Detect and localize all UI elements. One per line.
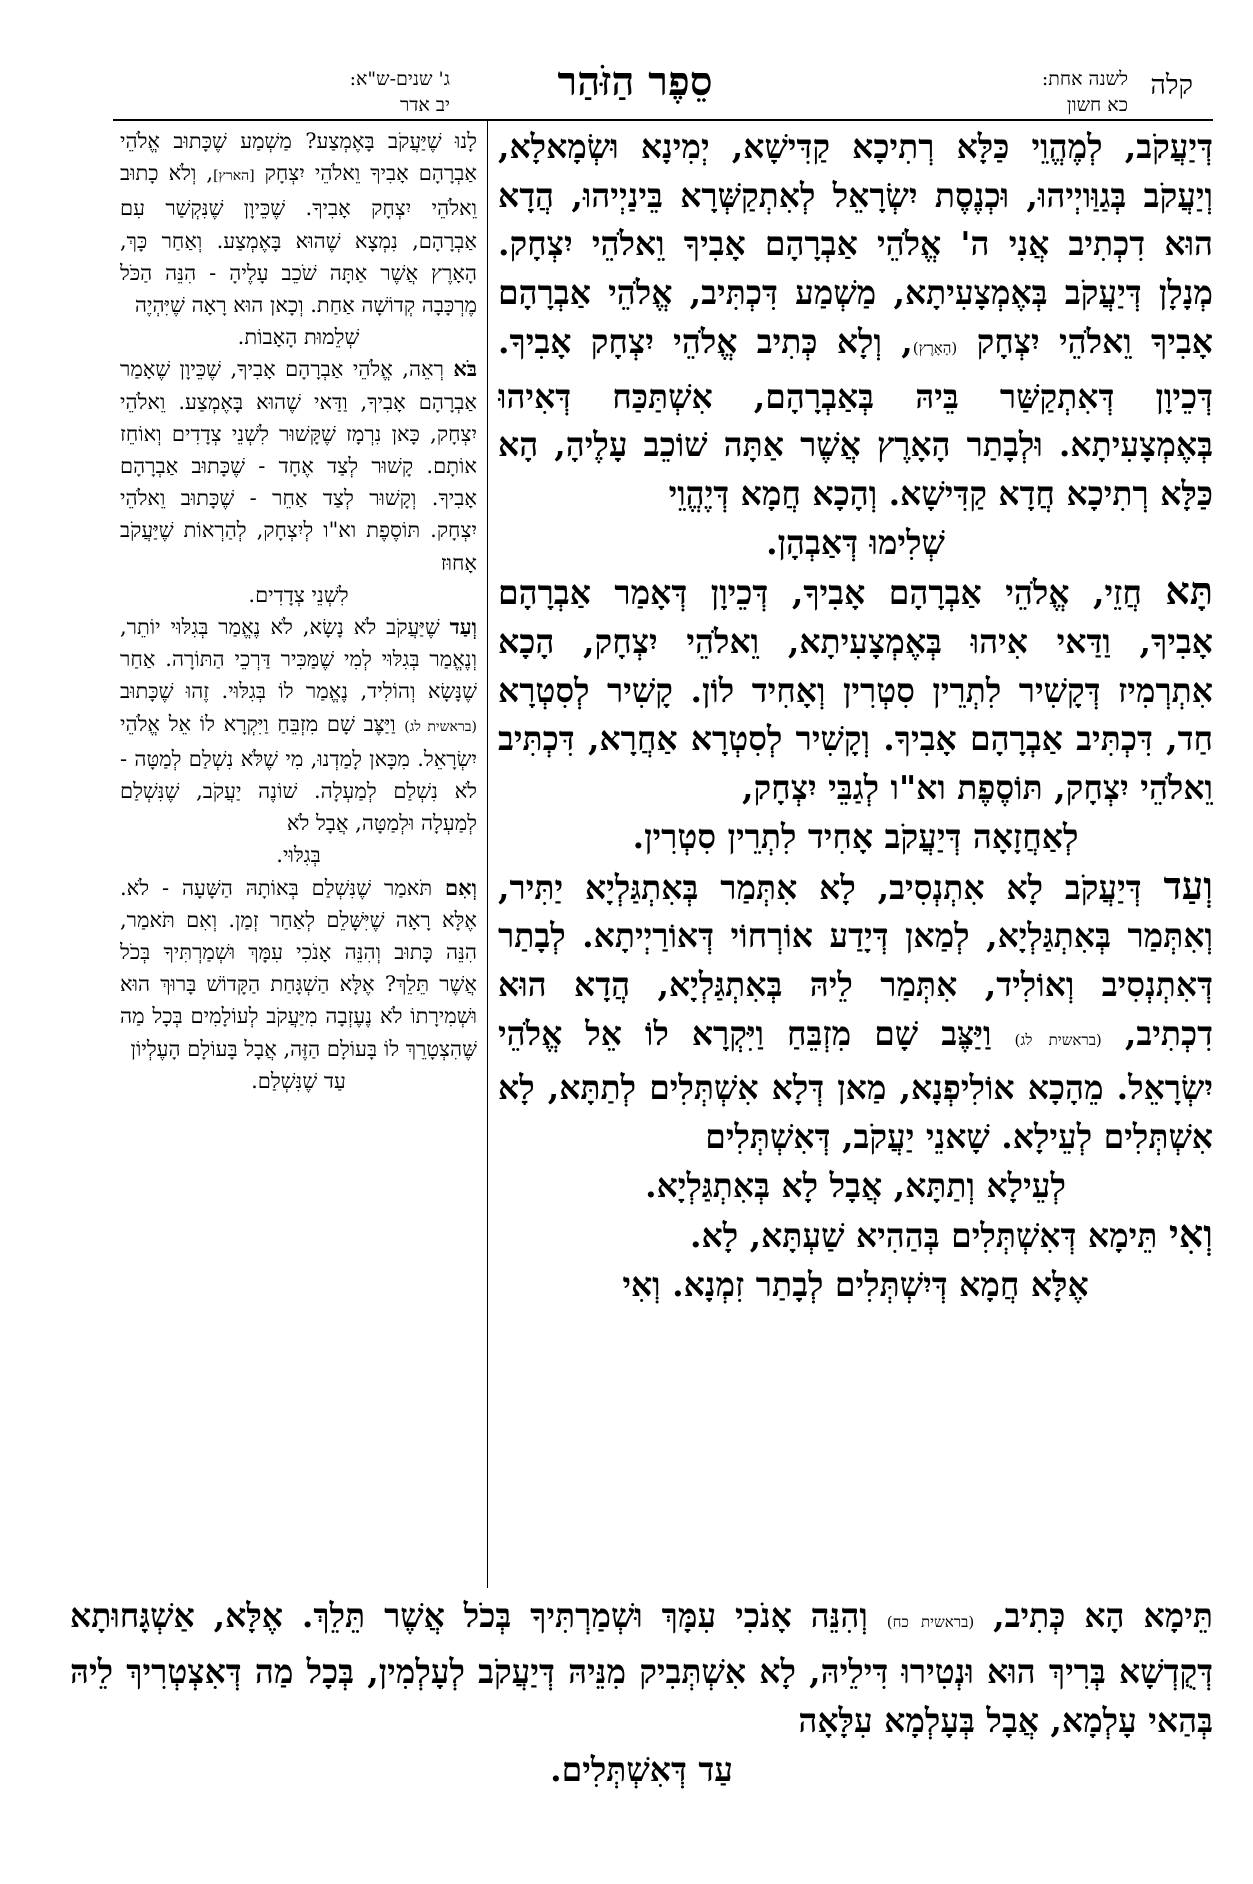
lead-word: וְעַד [1163,862,1213,908]
text-run: דְּיַעֲקֹב, לְמֶהֱוֵי כַּלָּא רְתִיכָא קַדִּישָׁא, יְמִינָא וּשְׂמָאלָא, וְיַעֲקֹב בְּגַוַּויְיהוּ, וּכְנֶסֶת יִשְׂרָאֵל לְאִתְקַשְּׁרָא בֵּינַיְיהוּ, הֲדָא הוּא דִכְתִיב אֲנִי ה' אֱלֹהֵי אַבְרָהָם אָבִיךָ וֵאלֹהֵי יִצְחָק. מְנָלָן דְּיַעֲקֹב בְּאֶמְצָעִיתָא, מַשְׁמַע דִּכְתִּיב, אֱלֹהֵי אַבְרָהָם אָבִיךָ וֵאלֹהֵי יִצְחָק [498,127,1213,361]
schedule-one-year-label: לשנה אחת: [1041,68,1128,90]
text-run: תֹּאמַר שֶׁנִּשְׁלַם בְּאוֹתָהּ הַשָּׁעָה - לֹא. אֶלָּא רָאָה שֶׁיִּשָּׁלֵם לְאַחַר זְמַן. וְאִם תֹּאמַר, הִנֵּה כָּתוּב וְהִנֵּה אָנֹכִי עִמָּךְ וּשְׁמַרְתִּיךָ בְּכֹל אֲשֶׁר תֵּלֵךְ? אֶלָּא הַשְׁגָּחַת הַקָּדוֹשׁ בָּרוּךְ הוּא וּשְׁמִירָתוֹ לֹא נֶעֶזְבָה מִיַּעֲקֹב לְעוֹלָמִים בְּכָל מַה שֶּׁהִצְטָרֵךְ לוֹ בָּעוֹלָם הַזֶּה, אֲבָל בָּעוֹלָם הָעֶלְיוֹן [120,875,477,1061]
lead-word: תָּא [1165,568,1213,614]
paragraph-end-line: עַד דְּאִשְׁתְּלִים. [550,1750,733,1789]
lead-word: וְעַד [449,614,477,640]
column-divider [487,121,488,1588]
verse-reference: (הָאָרֶץ) [912,338,958,357]
daily-schedule-three-years [130,66,450,118]
lead-word: וְאִם [445,874,477,900]
schedule-one-year-date: כא חשון [1066,94,1128,116]
schedule-three-years-label: ג' שנים-ש"א: [349,68,450,90]
paragraph-end-line: לְאַחֲזָאָה דְּיַעֲקֹב אָחִיד לִתְרֵין סִטְרִין. [632,816,1079,856]
page-number: קלה [1150,70,1193,101]
aramaic-paragraph [498,1210,1213,1261]
hebrew-paragraph [120,611,477,839]
hebrew-paragraph [120,353,477,578]
verse-reference: (בראשית לג) [1014,1030,1102,1049]
text-run: וַיַּצֶּב שָׁם מִזְבֵּחַ וַיִּקְרָא לוֹ אֵל אֱלֹהֵי יִשְׂרָאֵל. מֵהָכָא אוֹלִיפְנָא, מַאן דְּלָא אִשְׁתְּלִים לְתַתָּא, לָא אִשְׁתְּלִים לְעֵילָא. שָׁאנֵי יַעֲקֹב, דְּאִשְׁתְּלִים [498,1013,1213,1157]
header-divider [113,119,1213,121]
schedule-three-years-date: יב אדר [399,94,450,116]
text-run: שֶׁיַּעֲקֹב לֹא נָשָׂא, לֹא נֶאֱמַר בְּגִלּוּי יוֹתֵר, וְנֶאֱמַר בְּגִלּוּי לְמִי שֶׁמַּכִּיר דַּרְכֵי הַתּוֹרָה. אַחַר שֶׁנָּשָׂא וְהוֹלִיד, נֶאֱמַר לוֹ בְּגִלּוּי. זֶהוּ שֶׁכָּתוּב [120,615,477,704]
aramaic-paragraph [498,862,1213,1162]
text-run: חֲזֵי, אֱלֹהֵי אַבְרָהָם אָבִיךָ, דְּכֵיוָן דְּאָמַר אַבְרָהָם אָבִיךָ, וַדַּאי אִיהוּ בְּאֶמְצָעִיתָא, וֵאלֹהֵי יִצְחָק, הָכָא אִתְרְמִיז דְּקָשִׁיר לִתְרֵין סִטְרִין וְאָחִיד לוֹן. קָשִׁיר לְסִטְרָא חַד, דִּכְתִּיב אַבְרָהָם אָבִיךָ. וְקָשִׁיר לְסִטְרָא אַחֲרָא, דִּכְתִּיב וֵאלֹהֵי יִצְחָק, תּוֹסֶפֶת וא"ו לְגַבֵּי יִצְחָק, [498,573,1213,808]
aramaic-paragraph [498,567,1213,813]
aramaic-continuation-block [70,1591,1213,1794]
verse-reference: (בראשית כח) [886,1613,975,1631]
lead-word: וְאִי [1168,1211,1213,1257]
hebrew-translation-column [120,125,477,1590]
verse-reference: [הארץ] [213,168,255,185]
paragraph-end-line: שְׁלֵמוּת הָאָבוֹת. [237,325,360,350]
lead-word: בֹּא [453,356,477,382]
aramaic-paragraph [70,1591,1213,1745]
verse-reference: (בראשית לג) [404,718,477,735]
paragraph-end-line: עַד שֶׁנִּשְׁלַם. [251,1068,346,1093]
paragraph-end-line: לְעֵילָא וְתַתָּא, אֲבָל לָא בְּאִתְגַּלְיָא. [645,1165,1066,1205]
text-run: וַיַּצֶּב שָׁם מִזְבֵּחַ וַיִּקְרָא לוֹ אֵל אֱלֹהֵי יִשְׂרָאֵל. מִכָּאן לָמַדְנוּ, מִי שֶׁלֹּא נִשְׁלַם לְמַטָּה - לֹא נִשְׁלַם לְמַעְלָה. שׁוֹנֶה יַעֲקֹב, שֶׁנִּשְׁלַם לְמַעְלָה וּלְמַטָּה, אֲבָל לֹא [120,711,477,836]
hebrew-paragraph [120,872,477,1065]
aramaic-text-column [498,123,1213,1588]
text-run: , וְלָא כְּתִיב אֱלֹהֵי יִצְחָק אָבִיךָ. דְּכֵיוָן דְּאִתְקַשַּׁר בֵּיהּ בְּאַבְרָהָם, אִשְׁתַּכַּח דְּאִיהוּ בְּאֶמְצָעִיתָא. וּלְבָתַר הָאָרֶץ אֲשֶׁר אַתָּה שׁוֹכֵב עָלֶיהָ, הָא כַּלָּא רְתִיכָא חֲדָא קַדִּישָׁא. וְהָכָא חֲמָא דְּיֶהֱוֵי [498,321,1213,513]
text-run: דְּיַעֲקֹב לָא אִתְנְסִיב, לָא אִתְּמַר בְּאִתְגַּלְיָא יַתִּיר, וְאִתְּמַר בְּאִתְגַּלְיָא, לְמַאן דְּיָדַע אוֹרְחוֹי דְּאוֹרַיְיתָא. לְבָתַר דְּאִתְנְסִיב וְאוֹלִיד, אִתְּמַר לֵיהּ בְּאִתְגַּלְיָא, הֲדָא הוּא דִכְתִיב, [498,867,1213,1053]
text-run: תֵּימָא דְּאִשְׁתְּלִים בְּהַהִיא שַׁעְתָּא, לָא. [690,1216,1169,1256]
paragraph-end-line: לִשְׁנֵי צְדָדִים. [248,582,349,607]
text-run: תֵּימָא הָא כְּתִיב, [993,1596,1213,1635]
text-run: וְהִנֵּה אָנֹכִי עִמָּךְ וּשְׁמַרְתִּיךָ בְּכֹל אֲשֶׁר תֵּלֵךְ. אֶלָּא, אַשְׁגָּחוּתָא דְּקֻדְשָׁא בְּרִיךְ הוּא וּנְטִירוּ דִּילֵיהּ, לָא אִשְׁתְּבִיק מִנֵּיהּ דְּיַעֲקֹב לְעָלְמִין, בְּכָל מַה דְּאִצְטְרִיךְ לֵיהּ בְּהַאי עָלְמָא, אֲבָל בְּעָלְמָא עִלָּאָה [70,1596,1213,1740]
text-run: רְאֵה, אֱלֹהֵי אַבְרָהָם אָבִיךָ, שֶׁכֵּיוָן שֶׁאָמַר אַבְרָהָם אָבִיךָ, וַדַּאי שֶׁהוּא בָּאֶמְצַע. וֵאלֹהֵי יִצְחָק, כָּאן נִרְמָז שֶׁקָּשׁוּר לִשְׁנֵי צְדָדִים וְאוֹחֵז אוֹתָם. קָשׁוּר לְצַד אֶחָד - שֶׁכָּתוּב אַבְרָהָם אָבִיךָ. וְקָשׁוּר לְצַד אַחֵר - שֶׁכָּתוּב וֵאלֹהֵי יִצְחָק. תּוֹסֶפֶת וא"ו לְיִצְחָק, לְהַרְאוֹת שֶׁיַּעֲקֹב אָחוּז [120,357,477,575]
daily-schedule-one-year [1042,66,1128,118]
paragraph-end-line: אֶלָּא חֲמָא דְּיִשְׁתְּלִים לְבָתַר זִמְנָא. וְאִי [622,1265,1089,1305]
aramaic-paragraph [498,123,1213,519]
text-run: לָנוּ שֶׁיַּעֲקֹב בָּאֶמְצַע? מַשְׁמַע שֶׁכָּתוּב אֱלֹהֵי אַבְרָהָם אָבִיךָ וֵאלֹהֵי יִצְחָק [120,129,477,186]
book-title: סֵפֶר הַזֹּהַר [557,58,713,105]
text-run: , וְלֹא כָתוּב וֵאלֹהֵי יִצְחָק אָבִיךָ. שֶׁכֵּיוָן שֶׁנִּקְשַׁר עִם אַבְרָהָם, נִמְצָא שֶׁהוּא בָּאֶמְצַע. וְאַחַר כָּךְ, הָאָרֶץ אֲשֶׁר אַתָּה שֹׁכֵב עָלֶיהָ - הִנֵּה הַכֹּל מֶרְכָּבָה קְדוֹשָׁה אַחַת. וְכָאן הוּא רָאָה שֶׁיִּהְיֶה [120,161,477,318]
paragraph-end-line: בְּגִלּוּי. [276,843,321,868]
paragraph-end-line: שְׁלִימוּ דְּאַבְהָן. [766,522,945,562]
hebrew-paragraph [120,125,477,321]
